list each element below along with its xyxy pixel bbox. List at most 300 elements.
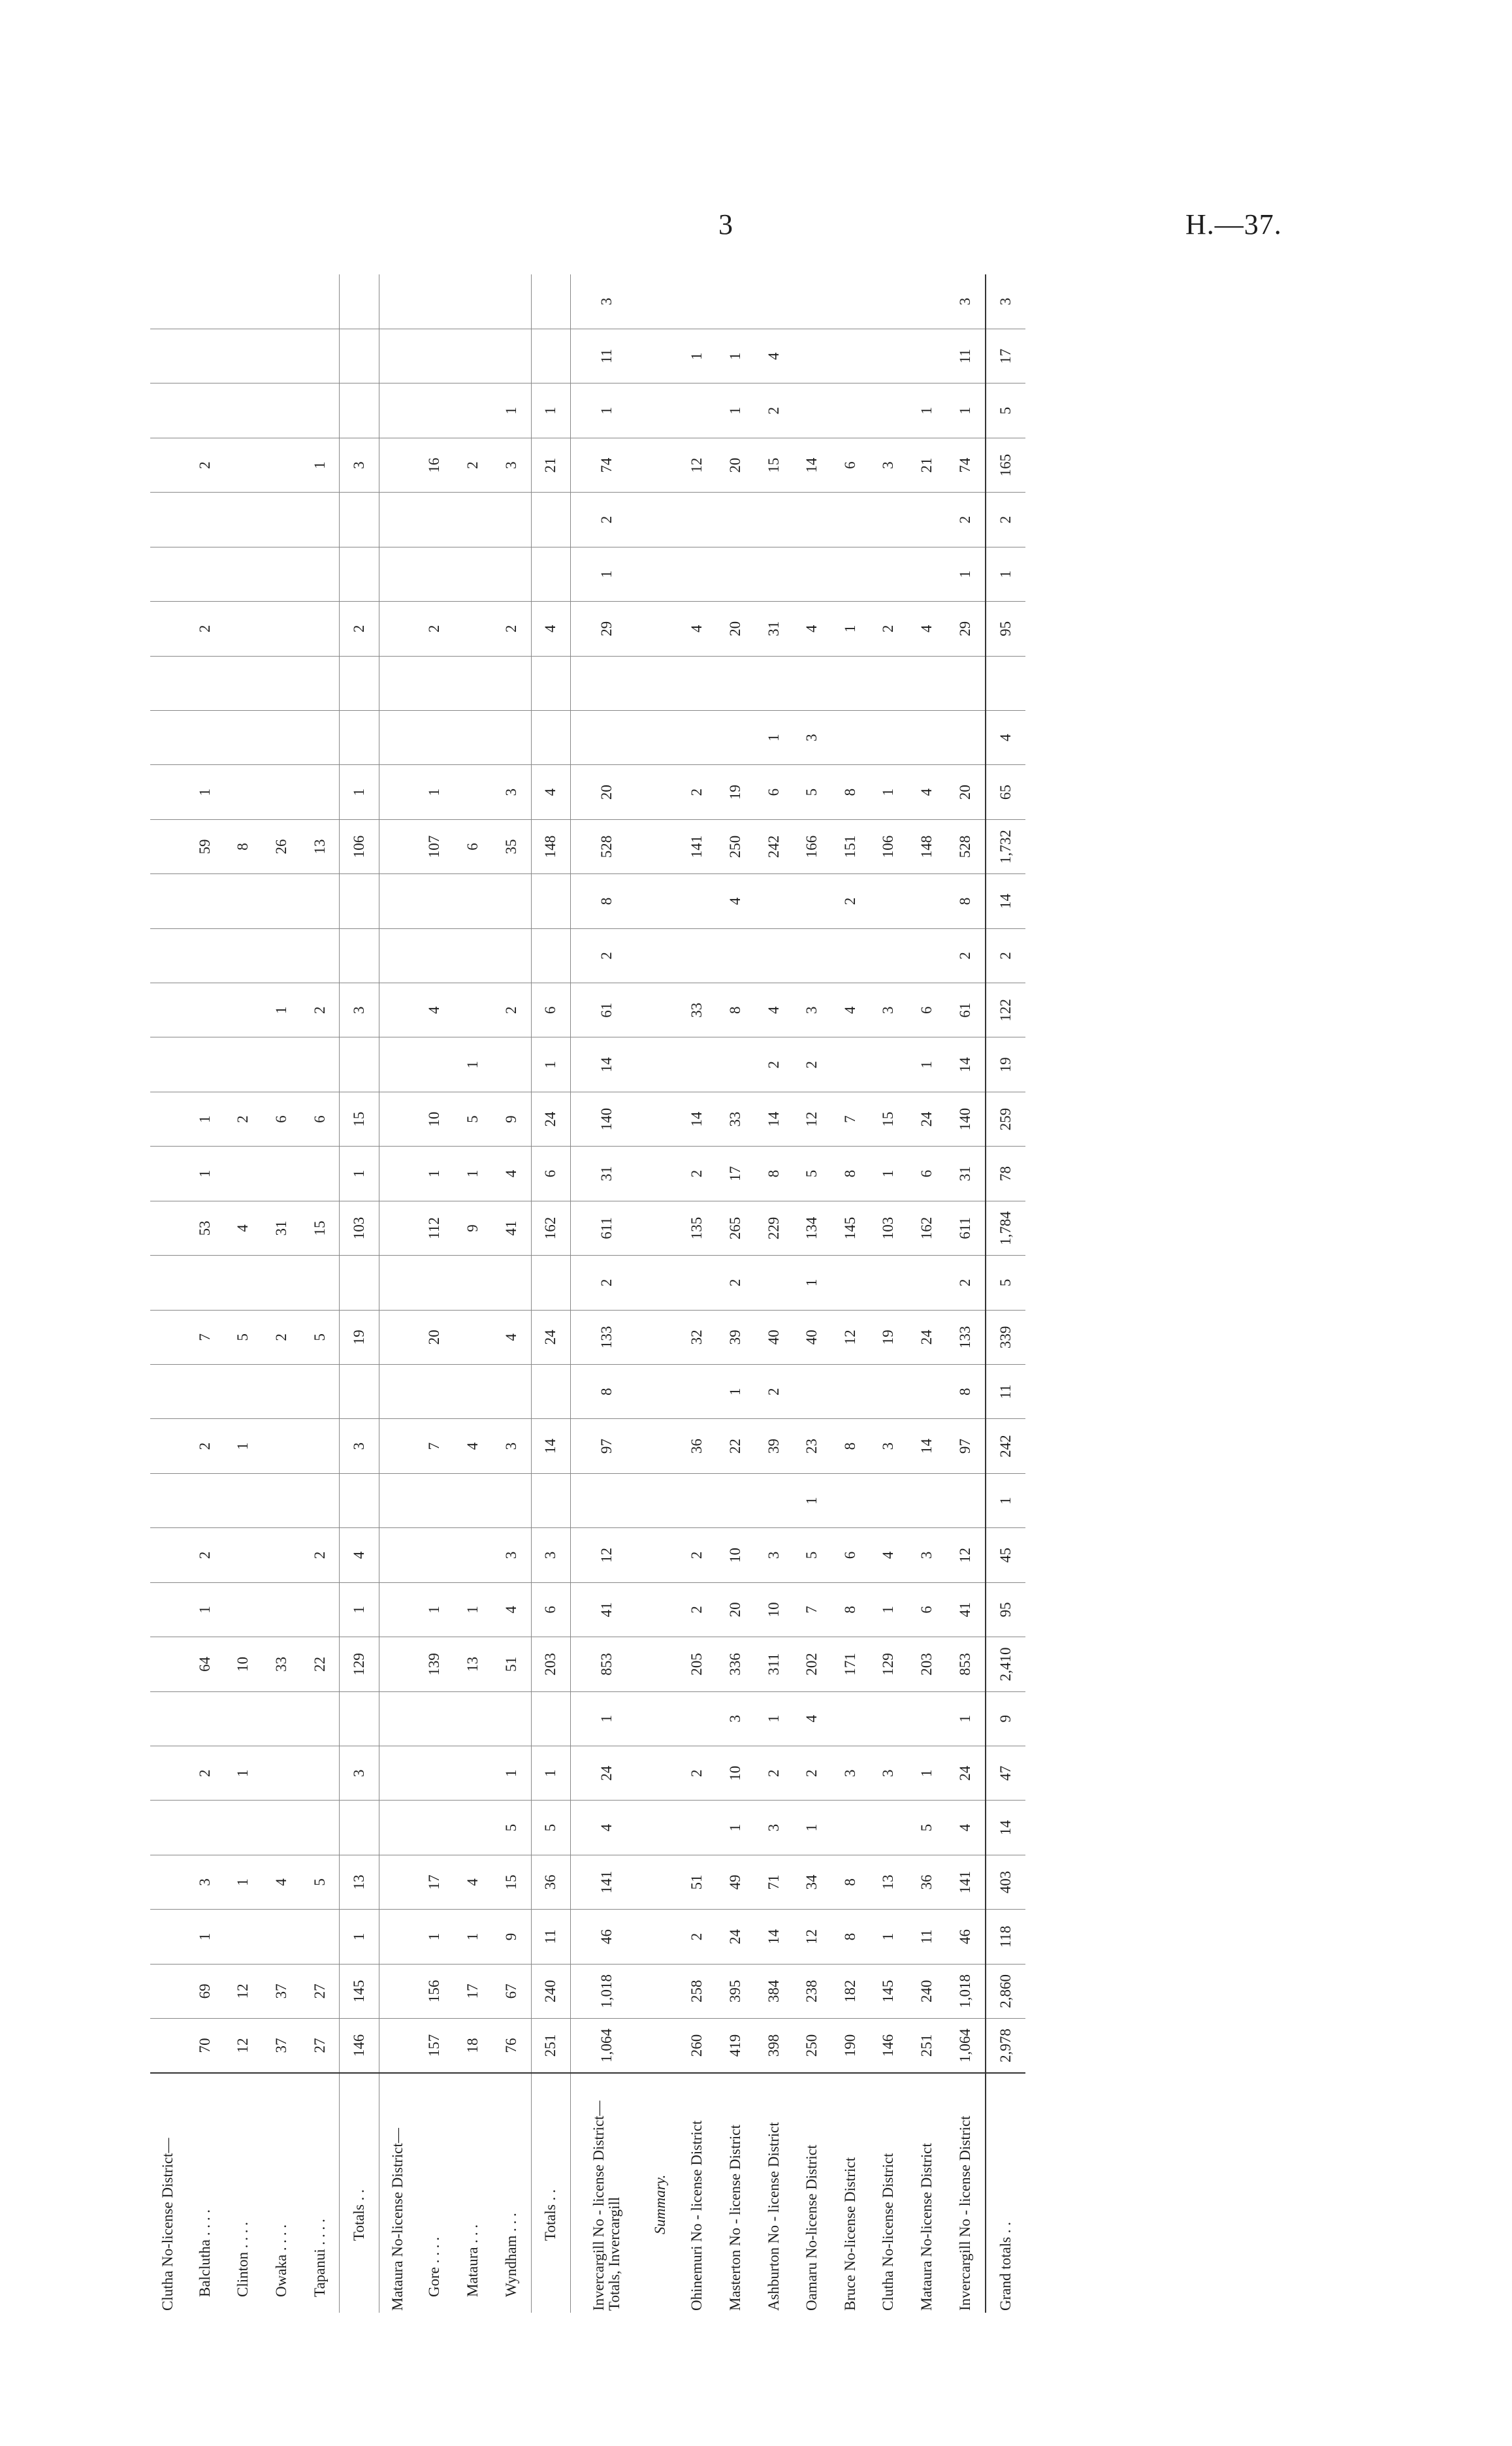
table-cell — [379, 765, 416, 819]
table-cell: 74 — [571, 438, 643, 492]
table-cell: 5 — [531, 1801, 571, 1855]
table-cell: 39 — [754, 1419, 793, 1473]
table-cell: 4 — [908, 602, 946, 656]
table-cell — [224, 329, 263, 383]
table-cell: 2 — [831, 874, 869, 928]
table-cell — [643, 383, 678, 438]
table-cell — [492, 1691, 531, 1746]
table-cell: 3 — [340, 983, 379, 1037]
table-cell: 24 — [908, 1310, 946, 1364]
table-cell: 59 — [185, 819, 224, 873]
table-cell: 133 — [946, 1310, 986, 1364]
table-cell: 4 — [946, 1801, 986, 1855]
table-cell: 151 — [831, 819, 869, 873]
table-cell — [224, 383, 263, 438]
table-cell — [263, 602, 301, 656]
table-cell — [224, 602, 263, 656]
table-cell: 20 — [571, 765, 643, 819]
table-row — [185, 274, 224, 2313]
table-cell — [300, 656, 340, 710]
table-cell — [454, 710, 492, 764]
table-cell — [492, 710, 531, 764]
table-cell — [454, 383, 492, 438]
table-cell — [150, 383, 185, 438]
table-cell — [263, 928, 301, 983]
table-cell: 260 — [678, 2019, 716, 2073]
table-cell — [224, 274, 263, 329]
table-cell — [754, 493, 793, 547]
table-cell: 1 — [793, 1473, 831, 1527]
table-cell — [150, 1092, 185, 1146]
table-cell: 10 — [754, 1582, 793, 1637]
table-cell — [869, 1365, 908, 1419]
table-cell: 12 — [793, 1092, 831, 1146]
table-cell: 4 — [986, 710, 1025, 764]
table-cell — [643, 1746, 678, 1800]
table-cell — [571, 1473, 643, 1527]
table-cell: 8 — [831, 1910, 869, 1964]
table-cell — [379, 493, 416, 547]
table-cell — [185, 383, 224, 438]
table-cell: 2 — [571, 928, 643, 983]
table-cell: 20 — [946, 765, 986, 819]
table-cell — [300, 1147, 340, 1201]
table-cell — [150, 329, 185, 383]
table-cell: 1 — [571, 383, 643, 438]
table-cell — [379, 819, 416, 873]
table-cell: 135 — [678, 1201, 716, 1255]
table-cell: 1 — [340, 765, 379, 819]
table-cell — [869, 383, 908, 438]
table-cell — [643, 1037, 678, 1092]
table-cell: 1 — [793, 1256, 831, 1310]
table-cell — [415, 928, 454, 983]
table-cell: 2 — [793, 1037, 831, 1092]
table-cell: 23 — [793, 1419, 831, 1473]
table-cell — [754, 928, 793, 983]
table-row — [831, 274, 869, 2313]
table-cell — [224, 928, 263, 983]
table-cell — [716, 710, 755, 764]
table-cell: 7 — [831, 1092, 869, 1146]
table-cell: 6 — [263, 1092, 301, 1146]
table-cell — [831, 710, 869, 764]
table-cell: 19 — [986, 1037, 1025, 1092]
table-cell: 76 — [492, 2019, 531, 2073]
table-cell — [454, 1365, 492, 1419]
table-cell — [150, 874, 185, 928]
table-cell — [263, 1746, 301, 1800]
table-cell — [643, 1147, 678, 1201]
table-cell — [986, 656, 1025, 710]
table-cell: 17 — [716, 1147, 755, 1201]
table-cell — [415, 547, 454, 601]
table-cell — [908, 329, 946, 383]
table-cell — [831, 383, 869, 438]
table-cell: 46 — [946, 1910, 986, 1964]
table-row — [531, 274, 571, 2313]
table-cell — [150, 274, 185, 329]
table-cell: 3 — [986, 274, 1025, 329]
table-cell: 145 — [340, 1964, 379, 2018]
table-cell: 51 — [678, 1855, 716, 1909]
table-cell: 3 — [492, 765, 531, 819]
table-cell: 4 — [263, 1855, 301, 1909]
table-cell — [224, 656, 263, 710]
table-cell — [415, 710, 454, 764]
table-cell: 27 — [300, 1964, 340, 2018]
table-cell: 4 — [492, 1310, 531, 1364]
table-cell: 2 — [492, 602, 531, 656]
table-cell — [492, 1473, 531, 1527]
table-cell — [224, 493, 263, 547]
table-cell: 1 — [946, 1691, 986, 1746]
row-label: Owaka . . . . — [263, 2073, 301, 2313]
table-cell: 1,732 — [986, 819, 1025, 873]
table-cell — [379, 1365, 416, 1419]
table-cell: 1 — [454, 1910, 492, 1964]
row-label: Balclutha . . . . — [185, 2073, 224, 2313]
table-cell — [793, 274, 831, 329]
table-cell: 2 — [185, 1528, 224, 1582]
table-cell — [869, 1801, 908, 1855]
table-cell — [224, 1582, 263, 1637]
table-cell: 2 — [185, 602, 224, 656]
table-cell: 166 — [793, 819, 831, 873]
table-cell: 3 — [340, 1746, 379, 1800]
table-cell — [150, 1528, 185, 1582]
table-cell: 2,860 — [986, 1964, 1025, 2018]
table-cell: 250 — [716, 819, 755, 873]
table-cell: 1 — [908, 1037, 946, 1092]
table-cell — [379, 1528, 416, 1582]
table-cell: 18 — [454, 2019, 492, 2073]
table-cell — [454, 1528, 492, 1582]
table-cell — [150, 547, 185, 601]
row-label: Invercargill No - license District— Totals, Invercargill — [571, 2073, 643, 2313]
table-cell: 2 — [492, 983, 531, 1037]
table-cell — [150, 1801, 185, 1855]
table-cell — [908, 547, 946, 601]
table-cell: 2 — [678, 1910, 716, 1964]
table-cell — [869, 874, 908, 928]
table-cell — [379, 547, 416, 601]
table-cell — [150, 1910, 185, 1964]
table-cell: 3 — [492, 438, 531, 492]
table-cell: 6 — [831, 438, 869, 492]
table-cell: 36 — [678, 1419, 716, 1473]
table-cell — [492, 928, 531, 983]
table-cell — [263, 1582, 301, 1637]
table-cell: 6 — [531, 983, 571, 1037]
table-cell — [340, 928, 379, 983]
row-label: Clinton . . . . — [224, 2073, 263, 2313]
table-cell: 3 — [793, 710, 831, 764]
table-cell: 13 — [340, 1855, 379, 1909]
table-cell — [379, 602, 416, 656]
table-cell — [300, 1691, 340, 1746]
row-label: Gore . . . . — [415, 2073, 454, 2313]
table-cell: 8 — [754, 1147, 793, 1201]
table-cell: 6 — [908, 1147, 946, 1201]
table-cell: 395 — [716, 1964, 755, 2018]
table-cell: 65 — [986, 765, 1025, 819]
table-cell — [454, 765, 492, 819]
table-cell: 1 — [869, 1582, 908, 1637]
table-cell — [643, 1855, 678, 1909]
table-cell — [263, 274, 301, 329]
table-cell: 41 — [492, 1201, 531, 1255]
table-cell: 70 — [185, 2019, 224, 2073]
page-number: 3 — [718, 208, 733, 240]
table-cell — [831, 1037, 869, 1092]
table-cell — [678, 1037, 716, 1092]
table-cell — [492, 656, 531, 710]
table-cell: 2 — [946, 1256, 986, 1310]
table-cell — [678, 493, 716, 547]
table-cell: 67 — [492, 1964, 531, 2018]
table-cell: 528 — [571, 819, 643, 873]
table-cell: 41 — [571, 1582, 643, 1637]
table-cell: 6 — [531, 1582, 571, 1637]
table-cell — [263, 874, 301, 928]
table-cell — [531, 329, 571, 383]
table-cell — [300, 1582, 340, 1637]
table-cell — [531, 493, 571, 547]
row-label: Ashburton No - license District — [754, 2073, 793, 2313]
table-cell — [300, 329, 340, 383]
table-cell: 14 — [678, 1092, 716, 1146]
table-cell: 22 — [300, 1637, 340, 1691]
table-cell — [224, 1801, 263, 1855]
table-cell — [869, 1256, 908, 1310]
table-cell — [531, 710, 571, 764]
table-cell — [379, 383, 416, 438]
table-cell: 1 — [492, 383, 531, 438]
table-cell — [185, 1037, 224, 1092]
table-cell — [415, 1801, 454, 1855]
table-cell: 1 — [869, 1910, 908, 1964]
table-cell: 3 — [869, 438, 908, 492]
table-cell — [908, 874, 946, 928]
table-cell — [869, 710, 908, 764]
table-row — [379, 274, 416, 2313]
table-cell — [379, 1855, 416, 1909]
table-cell — [150, 1855, 185, 1909]
table-cell: 3 — [185, 1855, 224, 1909]
table-cell: 1 — [492, 1746, 531, 1800]
table-cell — [643, 547, 678, 601]
table-cell: 240 — [531, 1964, 571, 2018]
table-cell — [643, 1201, 678, 1255]
table-row — [986, 274, 1025, 2313]
table-cell: 133 — [571, 1310, 643, 1364]
table-cell — [716, 274, 755, 329]
table-cell — [908, 493, 946, 547]
table-cell — [678, 1365, 716, 1419]
row-label: Mataura . . . — [454, 2073, 492, 2313]
table-cell: 3 — [340, 1419, 379, 1473]
table-cell: 156 — [415, 1964, 454, 2018]
table-cell — [454, 547, 492, 601]
table-cell: 9 — [492, 1092, 531, 1146]
table-cell — [263, 493, 301, 547]
table-cell — [150, 1637, 185, 1691]
table-cell — [754, 1473, 793, 1527]
table-cell: 49 — [716, 1855, 755, 1909]
table-cell: 103 — [869, 1201, 908, 1255]
table-cell — [263, 1691, 301, 1746]
table-cell — [678, 1691, 716, 1746]
table-cell — [908, 656, 946, 710]
table-cell — [643, 2019, 678, 2073]
table-cell — [150, 656, 185, 710]
table-cell: 11 — [908, 1910, 946, 1964]
table-cell — [415, 1746, 454, 1800]
table-cell — [300, 1910, 340, 1964]
table-cell: 229 — [754, 1201, 793, 1255]
table-cell: 40 — [754, 1310, 793, 1364]
table-cell — [340, 383, 379, 438]
table-cell — [793, 383, 831, 438]
table-cell — [492, 1256, 531, 1310]
table-cell: 4 — [492, 1582, 531, 1637]
table-cell — [150, 710, 185, 764]
table-cell: 6 — [531, 1147, 571, 1201]
table-cell — [454, 983, 492, 1037]
table-cell — [379, 329, 416, 383]
table-cell: 2 — [678, 1147, 716, 1201]
table-cell: 1 — [869, 765, 908, 819]
table-cell — [946, 656, 986, 710]
table-cell — [678, 656, 716, 710]
table-cell: 2 — [571, 493, 643, 547]
row-label: Mataura No-license District — [908, 2073, 946, 2313]
table-cell — [185, 874, 224, 928]
table-cell: 2 — [415, 602, 454, 656]
table-cell — [643, 983, 678, 1037]
table-cell — [263, 1528, 301, 1582]
table-cell: 2 — [300, 1528, 340, 1582]
table-cell: 12 — [678, 438, 716, 492]
table-cell: 2 — [185, 438, 224, 492]
row-label: Clutha No-license District — [869, 2073, 908, 2313]
table-cell — [379, 710, 416, 764]
table-cell: 1 — [831, 602, 869, 656]
table-cell — [831, 1256, 869, 1310]
table-cell — [643, 1256, 678, 1310]
table-cell: 3 — [492, 1528, 531, 1582]
table-cell: 20 — [716, 438, 755, 492]
table-cell: 146 — [340, 2019, 379, 2073]
row-label: Totals . . — [340, 2073, 379, 2313]
table-cell — [379, 1310, 416, 1364]
table-cell: 1 — [185, 1582, 224, 1637]
table-cell: 20 — [415, 1310, 454, 1364]
row-label: Masterton No - license District — [716, 2073, 755, 2313]
table-cell: 112 — [415, 1201, 454, 1255]
table-cell: 1,018 — [946, 1964, 986, 2018]
table-cell: 2 — [793, 1746, 831, 1800]
table-cell — [379, 1746, 416, 1800]
table-cell: 2 — [185, 1419, 224, 1473]
table-cell: 2 — [946, 928, 986, 983]
table-cell: 47 — [986, 1746, 1025, 1800]
table-cell: 5 — [986, 383, 1025, 438]
table-cell — [716, 656, 755, 710]
table-cell: 10 — [716, 1528, 755, 1582]
table-cell — [492, 274, 531, 329]
table-cell — [224, 438, 263, 492]
table-cell — [150, 983, 185, 1037]
table-cell — [340, 1691, 379, 1746]
table-cell: 1 — [531, 383, 571, 438]
table-cell — [678, 383, 716, 438]
table-cell: 8 — [571, 1365, 643, 1419]
table-cell: 29 — [946, 602, 986, 656]
table-cell — [224, 874, 263, 928]
table-cell: 2 — [678, 1528, 716, 1582]
table-cell — [185, 329, 224, 383]
table-cell — [224, 1910, 263, 1964]
table-cell: 106 — [869, 819, 908, 873]
table-cell — [300, 928, 340, 983]
table-cell — [263, 1419, 301, 1473]
table-row — [571, 274, 643, 2313]
table-row — [869, 274, 908, 2313]
table-cell — [185, 274, 224, 329]
table-cell — [454, 274, 492, 329]
table-cell: 1 — [793, 1801, 831, 1855]
table-cell: 1 — [415, 765, 454, 819]
row-label: Bruce No-license District — [831, 2073, 869, 2313]
table-cell — [716, 1473, 755, 1527]
table-row — [150, 274, 185, 2313]
table-cell: 8 — [831, 1147, 869, 1201]
table-cell — [643, 274, 678, 329]
table-cell — [643, 1528, 678, 1582]
table-cell: 1 — [754, 1691, 793, 1746]
table-cell: 17 — [986, 329, 1025, 383]
table-cell: 528 — [946, 819, 986, 873]
table-cell — [754, 1256, 793, 1310]
table-cell: 46 — [571, 1910, 643, 1964]
table-cell: 129 — [869, 1637, 908, 1691]
table-cell: 10 — [415, 1092, 454, 1146]
table-cell — [263, 1910, 301, 1964]
table-cell: 97 — [571, 1419, 643, 1473]
table-cell — [643, 1092, 678, 1146]
table-cell — [415, 656, 454, 710]
table-cell — [379, 928, 416, 983]
table-cell — [185, 493, 224, 547]
table-cell: 1 — [454, 1582, 492, 1637]
table-cell: 14 — [908, 1419, 946, 1473]
table-cell — [185, 710, 224, 764]
table-cell — [678, 274, 716, 329]
table-cell — [793, 493, 831, 547]
table-cell: 3 — [869, 1419, 908, 1473]
table-cell — [150, 1746, 185, 1800]
table-cell: 40 — [793, 1310, 831, 1364]
table-cell: 1 — [185, 1910, 224, 1964]
table-cell: 11 — [986, 1365, 1025, 1419]
table-cell — [793, 547, 831, 601]
table-cell: 5 — [492, 1801, 531, 1855]
table-cell: 14 — [531, 1419, 571, 1473]
table-cell — [379, 1637, 416, 1691]
table-cell — [492, 547, 531, 601]
